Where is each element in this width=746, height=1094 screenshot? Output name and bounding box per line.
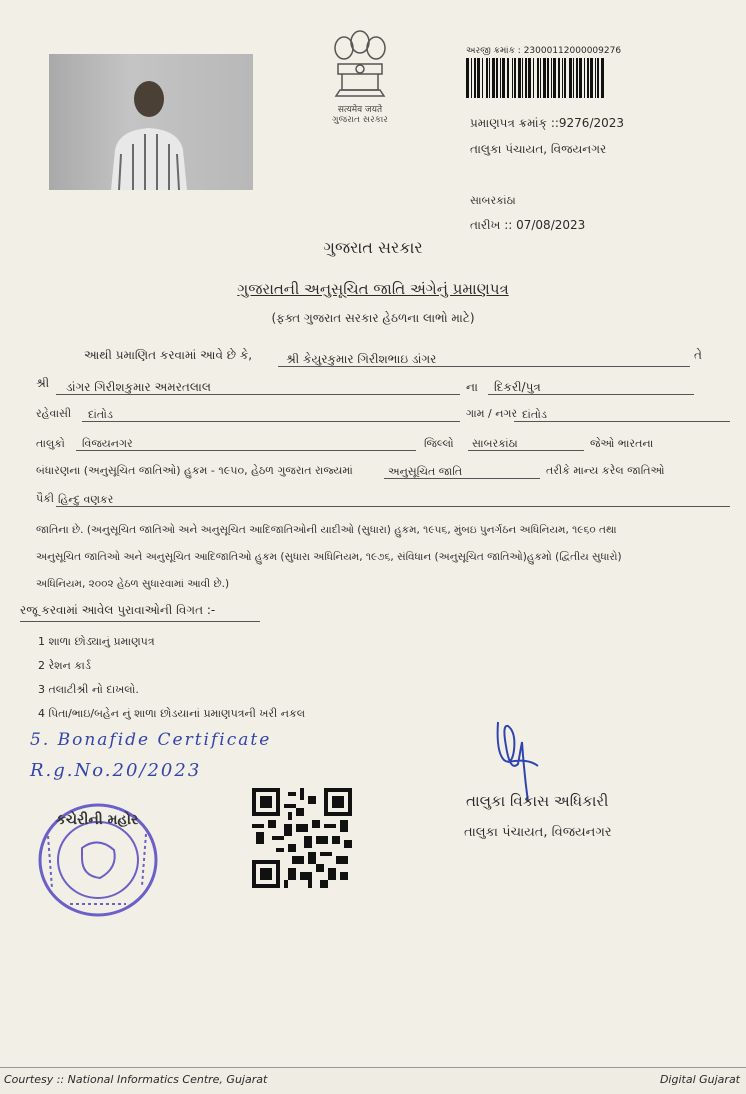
- footer-bar: [0, 1067, 746, 1094]
- that-text: તે: [694, 348, 702, 362]
- resident-label: રહેવાસી: [36, 407, 72, 420]
- handwritten-registration: R.g.No.20/2023: [30, 760, 202, 781]
- village-line: [514, 403, 730, 422]
- footer-courtesy: Courtesy :: National Informatics Centre, Gujarat: [4, 1073, 268, 1086]
- legal-paragraph-line-3: અધિનિયમ, ૨૦૦૨ હેઠળ સુધારવામાં આવી છે.): [36, 578, 230, 590]
- applicant-photo: [49, 54, 253, 190]
- constitution-text: બંધારણના (અનુસૂચિત જાતિઓ) હુકમ - ૧૯૫૦, હેઠળ ગુજરાત રાજ્યમાં: [36, 464, 353, 477]
- certificate-number: પ્રમાણપત્ર ક્રમાંક્ ::9276/2023: [470, 116, 625, 130]
- holder-name-line: [278, 348, 690, 367]
- evidence-item-2: 2 રેશન કાર્ડ: [38, 659, 91, 672]
- signing-office: તાલુકા પંચાયત, વિજયનગર: [464, 825, 612, 840]
- recognized-text: તરીકે માન્ય કરેલ જાતિઓ: [546, 464, 665, 477]
- emblem-caption: ગુજરાત સરકાર: [332, 115, 388, 125]
- evidence-item-1: 1 શાળા છોડ્યાનું પ્રમાણપત્ર: [38, 635, 155, 648]
- village-label: ગામ / નગર: [466, 407, 518, 420]
- district-line: [468, 432, 584, 451]
- village: દાંતોડ: [522, 408, 547, 421]
- handwritten-item-5: 5. Bonafide Certificate: [30, 730, 272, 750]
- issuing-district: સાબરકાંઠા: [470, 194, 516, 207]
- india-text: જેઓ ભારતના: [590, 437, 654, 450]
- resident-line: [82, 403, 460, 422]
- shri-text: શ્રી: [36, 376, 50, 390]
- taluka-line: [76, 432, 416, 451]
- of-text: ના: [466, 380, 478, 394]
- seal-label: કચેરીની મહોર: [56, 812, 139, 828]
- district: સાબરકાંઠા: [472, 437, 518, 450]
- taluka-label: તાલુકો: [36, 437, 65, 450]
- signing-officer: તાલુકા વિકાસ અધિકારી: [466, 792, 609, 810]
- evidence-item-4: 4 પિતા/ભાઇ/બહેન નું શાળા છોડયાનાં પ્રમાણપત્રની ખરી નકલ: [38, 707, 306, 720]
- qr-code: [252, 788, 352, 888]
- office-seal: [30, 796, 164, 920]
- caste: હિન્દુ વણકર: [58, 493, 114, 506]
- district-label: જિલ્લો: [424, 437, 454, 450]
- evidence-item-3: 3 તલાટીશ્રી નો દાખલો.: [38, 683, 139, 696]
- intro-text: આથી પ્રમાણિત કરવામાં આવે છે કે,: [84, 348, 253, 362]
- relation: દિકરી/પુત્ર: [494, 380, 541, 394]
- father-name: ડાંગર ગિરીશકુમાર અમરતલાલ: [66, 380, 211, 394]
- among-label: પૈકી: [36, 492, 55, 505]
- lion-capital-icon: [330, 26, 390, 98]
- certificate-subtitle: (ફક્ત ગુજરાત સરકાર હેઠળના લાભો માટે): [271, 311, 475, 325]
- relation-line: [488, 376, 694, 395]
- state-emblem: [318, 26, 402, 136]
- category: અનુસૂચિત જાતિ: [388, 465, 463, 478]
- application-number: અરજી ક્રમાંક : 23000112000009276: [466, 46, 622, 56]
- category-line: [384, 460, 540, 479]
- barcode: [466, 58, 634, 98]
- government-heading: ગુજરાત સરકાર: [323, 238, 423, 257]
- issuing-office: તાલુકા પંચાયત, વિજયનગર: [470, 142, 607, 156]
- issue-date: તારીખ :: 07/08/2023: [470, 218, 586, 232]
- legal-paragraph-line-2: અનુસૂચિત જાતિઓ અને અનુસૂચિત આદિજાતિઓ હુકમ (સુધારા અધિનિયમ, ૧૯૭૬, સંવિધાન (અનુસૂચિત જાતિઓ)હુકમો (દ્વિતીય સુધારો): [36, 551, 622, 563]
- father-name-line: [56, 376, 460, 395]
- legal-paragraph-line-1: જાતિના છે. (અનુસૂચિત જાતિઓ અને અનુસૂચિત આદિજાતિઓની યાદીઓ (સુધારા) હુકમ, ૧૯૫૬, મુંબઇ પુનર્ગઠન અધિનિયમ, ૧૯૬૦ તથા: [36, 524, 617, 536]
- taluka: વિજયનગર: [82, 437, 133, 450]
- emblem-motto: सत्यमेव जयते: [337, 105, 383, 115]
- evidence-heading: રજૂ કરવામાં આવેલ પુરાવાઓની વિગત :-: [20, 603, 260, 622]
- caste-line: [56, 488, 730, 507]
- footer-digital-gujarat: Digital Gujarat: [659, 1073, 740, 1086]
- resident: દાંતોડ: [88, 408, 113, 421]
- holder-name: શ્રી કેયુરકુમાર ગિરીશભાઇ ડાંગર: [286, 352, 437, 366]
- certificate-title: ગુજરાતની અનુસૂચિત જાતિ અંગેનું પ્રમાણપત્ર: [237, 280, 509, 298]
